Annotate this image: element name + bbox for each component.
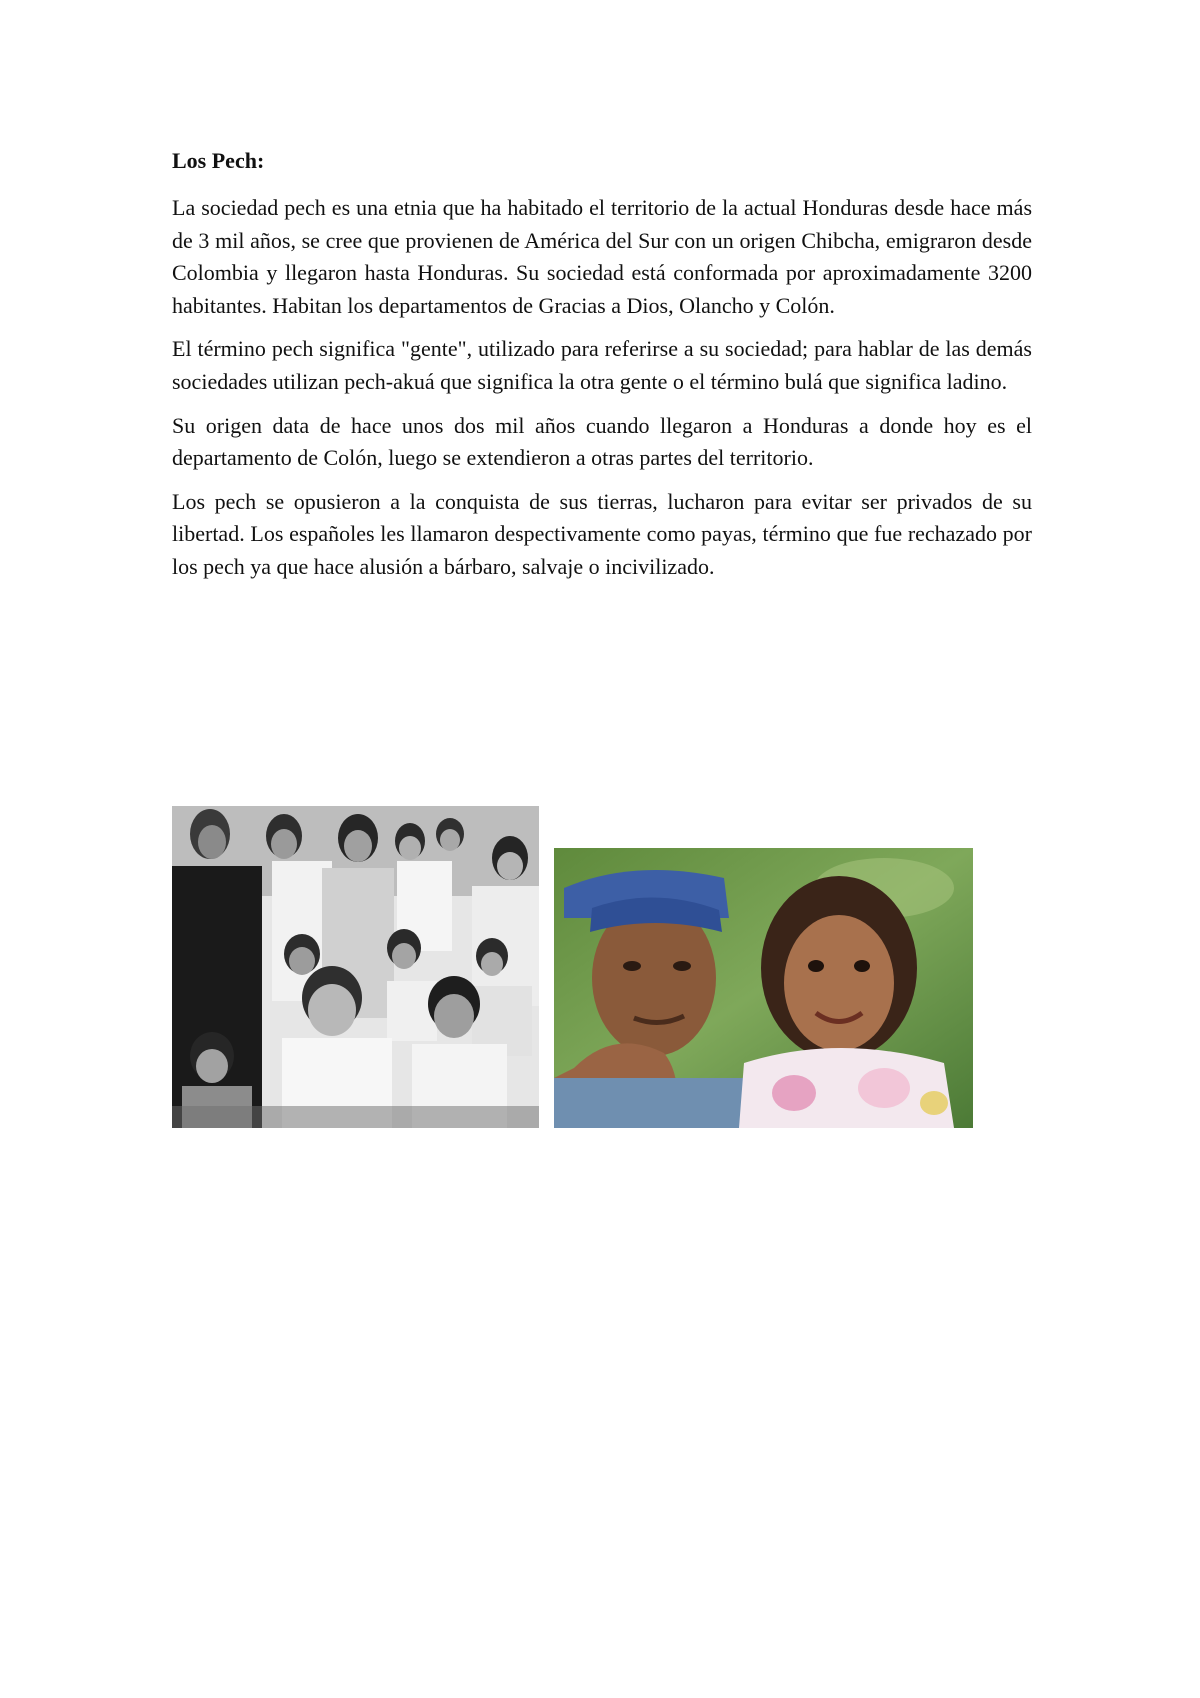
paragraph-meaning: El término pech significa "gente", utilizado para referirse a su sociedad; para hablar de las demás sociedades utilizan pech-akuá que significa la otra gente o el término bulá que significa ladino. (172, 336, 1032, 394)
paragraph-history: Su origen data de hace unos dos mil años cuando llegaron a Honduras a donde hoy es el departamento de Colón, luego se extendieron a otras partes del territorio. (172, 412, 1032, 471)
paragraph-conquest: Los pech se opusieron a la conquista de sus tierras, lucharon para evitar ser privados de su libertad. Los españoles les llamaron despectivamente como payas, término que fue rechazado por los pech ya que hace alusión a bárbaro, salvaje o incivilizado. (172, 488, 1032, 579)
document-heading: Los Pech: (172, 148, 265, 173)
group-photo (172, 806, 539, 1128)
paragraph-origin: La sociedad pech es una etnia que ha habitado el territorio de la actual Honduras desde hace más de 3 mil años, se cree que provienen de América del Sur con un origen Chibcha, emigraron desde Colombia y llegaron hasta Honduras. Su sociedad está conformada por aproximadamente 3200 habitantes. Habitan los departamentos de Gracias a Dios, Olancho y Colón. (172, 195, 1032, 318)
portrait-photo (554, 848, 973, 1128)
document-body (172, 148, 1032, 595)
